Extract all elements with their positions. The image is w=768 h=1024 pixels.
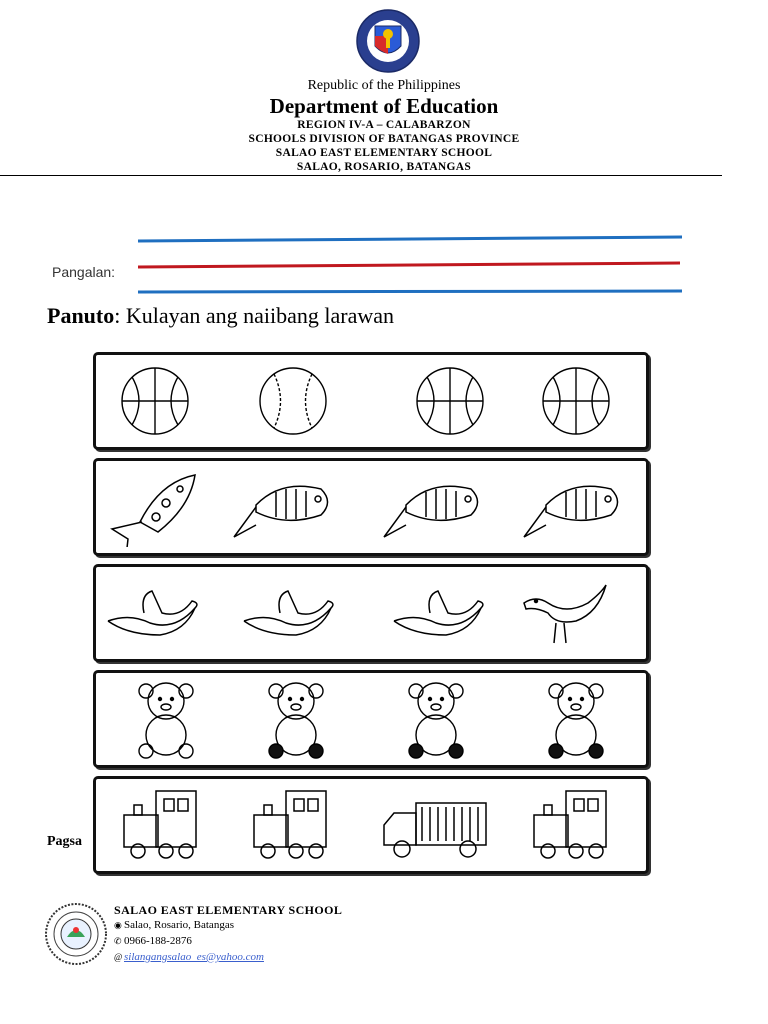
rocket-fish-picture[interactable] xyxy=(100,467,210,547)
train-picture[interactable] xyxy=(526,785,636,865)
email-icon: @ xyxy=(114,952,123,962)
partial-label: Pagsa xyxy=(47,834,82,849)
footer-address xyxy=(114,919,234,931)
row-vehicles xyxy=(93,776,649,874)
division-heading: SCHOOLS DIVISION OF BATANGAS PROVINCE xyxy=(248,133,520,145)
department-heading: Department of Education xyxy=(269,94,499,118)
fish-picture[interactable] xyxy=(516,467,626,547)
republic-heading: Republic of the Philippines xyxy=(307,78,461,93)
instructions-text: : Kulayan ang naiibang larawan xyxy=(114,303,395,328)
basketball-picture[interactable] xyxy=(526,361,636,441)
bird-picture[interactable] xyxy=(516,573,626,653)
name-writing-lines[interactable] xyxy=(136,232,686,298)
train-picture[interactable] xyxy=(246,785,356,865)
name-line-top xyxy=(138,237,682,241)
teddy-bear-picture[interactable] xyxy=(116,679,226,759)
truck-picture[interactable] xyxy=(380,785,490,865)
school-seal-logo xyxy=(45,903,107,965)
name-line-bottom xyxy=(138,291,682,292)
footer-phone-text: 0966-188-2876 xyxy=(124,935,192,947)
name-line-middle xyxy=(138,263,680,267)
instructions xyxy=(47,303,394,329)
basketball-picture[interactable] xyxy=(398,361,508,441)
train-picture[interactable] xyxy=(116,785,226,865)
hand-dove-picture[interactable] xyxy=(236,573,346,653)
row-birds xyxy=(93,564,649,662)
footer-school-name: SALAO EAST ELEMENTARY SCHOOL xyxy=(114,903,343,917)
footer-phone xyxy=(114,935,192,947)
fish-picture[interactable] xyxy=(376,467,486,547)
footer-email-link[interactable]: silangangsalao_es@yahoo.com xyxy=(124,951,264,963)
baseball-picture[interactable] xyxy=(241,361,351,441)
teddy-bear-with-paws-picture[interactable] xyxy=(526,679,636,759)
fish-picture[interactable] xyxy=(226,467,336,547)
school-heading: SALAO EAST ELEMENTARY SCHOOL xyxy=(275,147,493,159)
footer-email[interactable] xyxy=(114,951,264,963)
region-heading: REGION IV-A – CALABARZON xyxy=(297,119,471,131)
row-balls xyxy=(93,352,649,450)
name-label: Pangalan: xyxy=(52,264,116,280)
hand-dove-picture[interactable] xyxy=(100,573,210,653)
deped-seal-logo xyxy=(355,8,421,74)
basketball-picture[interactable] xyxy=(110,361,220,441)
teddy-bear-with-paws-picture[interactable] xyxy=(246,679,356,759)
header-divider xyxy=(0,175,722,176)
teddy-bear-with-paws-picture[interactable] xyxy=(386,679,496,759)
location-pin-icon: ◉ xyxy=(114,920,122,930)
row-fish xyxy=(93,458,649,556)
footer-address-text: Salao, Rosario, Batangas xyxy=(124,919,234,931)
hand-dove-picture[interactable] xyxy=(386,573,496,653)
phone-icon: ✆ xyxy=(114,936,122,946)
instructions-label: Panuto xyxy=(47,303,115,328)
row-teddy-bears xyxy=(93,670,649,768)
address-heading: SALAO, ROSARIO, BATANGAS xyxy=(296,161,472,173)
